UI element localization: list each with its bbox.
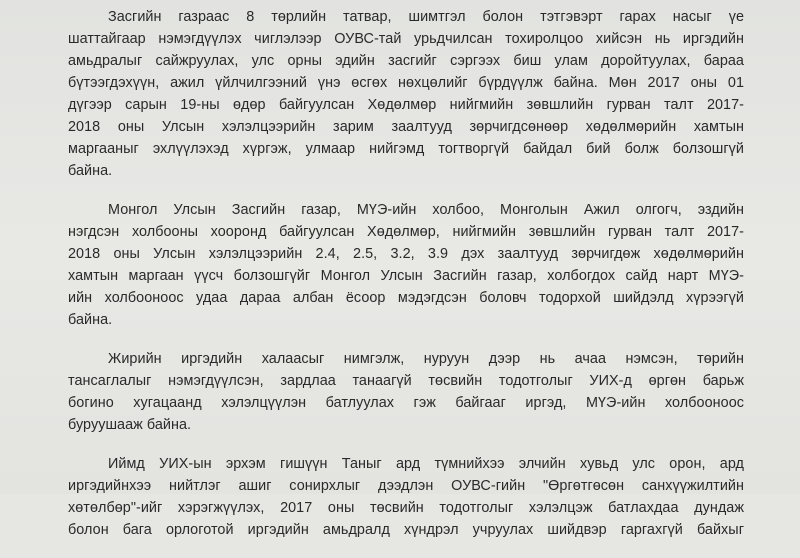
text-line: Засгийн газраас 8 төрлийн татвар, шимтгэл болон тэтгэвэрт гарах насыг үе bbox=[108, 9, 744, 25]
text-line: ийн холбооноос удаа дараа албан ёсоор мэдэгдсэн боловч тодорхой шийдэлд хүрээгүй bbox=[68, 290, 744, 306]
text-line: бүтээгдэхүүн, ажил үйлчилгээний үнэ өсгөх нөхцөлийг бүрдүүлж байна. Мөн 2017 оны 01 bbox=[68, 75, 744, 91]
text-line: Жирийн иргэдийн халаасыг нимгэлж, нуруун дээр нь ачаа нэмсэн, төрийн bbox=[108, 351, 744, 367]
text-line: тансаглалыг нэмэгдүүлсэн, зардлаа танаагүй төсвийн тодотголыг УИХ-д өргөн барьж bbox=[68, 373, 744, 389]
text-line: 2018 оны Улсын хэлэлцээрийн зарим заалтууд зөрчигдсөнөөр хөдөлмөрийн хамтын bbox=[68, 119, 744, 135]
text-line: байна. bbox=[68, 163, 113, 179]
letter-body bbox=[68, 6, 744, 558]
text-line: буруушааж байна. bbox=[68, 417, 192, 433]
paragraph-2 bbox=[68, 199, 744, 331]
text-line: богино хугацаанд хэлэлцүүлэн батлуулах гэж байгааг иргэд, МҮЭ-ийн холбооноос bbox=[68, 395, 744, 411]
text-line: амьдралыг сайжруулах, улс орны эдийн засгийг сэргээх биш улам доройтуулах, бараа bbox=[68, 53, 744, 69]
text-line: маргааныг эхлүүлэхэд хүргэж, улмаар нийгэмд тогтворгүй байдал бий болж болзошгүй bbox=[68, 141, 744, 157]
text-line: Иймд УИХ-ын эрхэм гишүүн Таныг ард түмнийхээ элчийн хувьд улс орон, ард bbox=[108, 456, 744, 472]
text-line: хамтын маргаан үүсч болзошгүйг Монгол Улсын Засгийн газар, холбогдох сайд нарт МҮЭ- bbox=[68, 268, 744, 284]
paragraph-4 bbox=[68, 453, 744, 541]
text-line: иргэдийнхээ нийтлэг ашиг сонирхлыг дээдлэн ОУВС-гийн "Өргөтгөсөн санхүүжилтийн bbox=[68, 478, 744, 494]
text-line: 2018 оны Улсын хэлэлцээрийн 2.4, 2.5, 3.2, 3.9 дэх заалтууд зөрчигдөж хөдөлмөрийн bbox=[68, 246, 744, 262]
text-line: шаттайгаар нэмэгдүүлэх чиглэлээр ОУВС-тай урьдчилсан тохиролцоо хийсэн нь иргэдийн bbox=[68, 31, 744, 47]
paragraph-1 bbox=[68, 6, 744, 182]
text-line: байна. bbox=[68, 312, 113, 328]
text-line: дүгээр сарын 19-ны өдөр байгуулсан Хөдөлмөр нийгмийн зөвшлийн гурван талт 2017- bbox=[68, 97, 744, 113]
text-line: хөтөлбөр"-ийг хэрэгжүүлэх, 2017 оны төсвийн тодотголыг хэлэлцэж батлахдаа дундаж bbox=[68, 500, 744, 516]
paragraph-3 bbox=[68, 348, 744, 436]
text-line: нэгдсэн холбооны хооронд байгуулсан Хөдөлмөр, нийгмийн зөвшлийн гурван талт 2017- bbox=[68, 224, 744, 240]
text-line: болон бага орлоготой иргэдийн амьдралд хүндрэл учруулах шийдвэр гаргахгүй байхыг bbox=[68, 522, 744, 538]
text-line: Монгол Улсын Засгийн газар, МҮЭ-ийн холбоо, Монголын Ажил олгогч, эздийн bbox=[108, 202, 744, 218]
